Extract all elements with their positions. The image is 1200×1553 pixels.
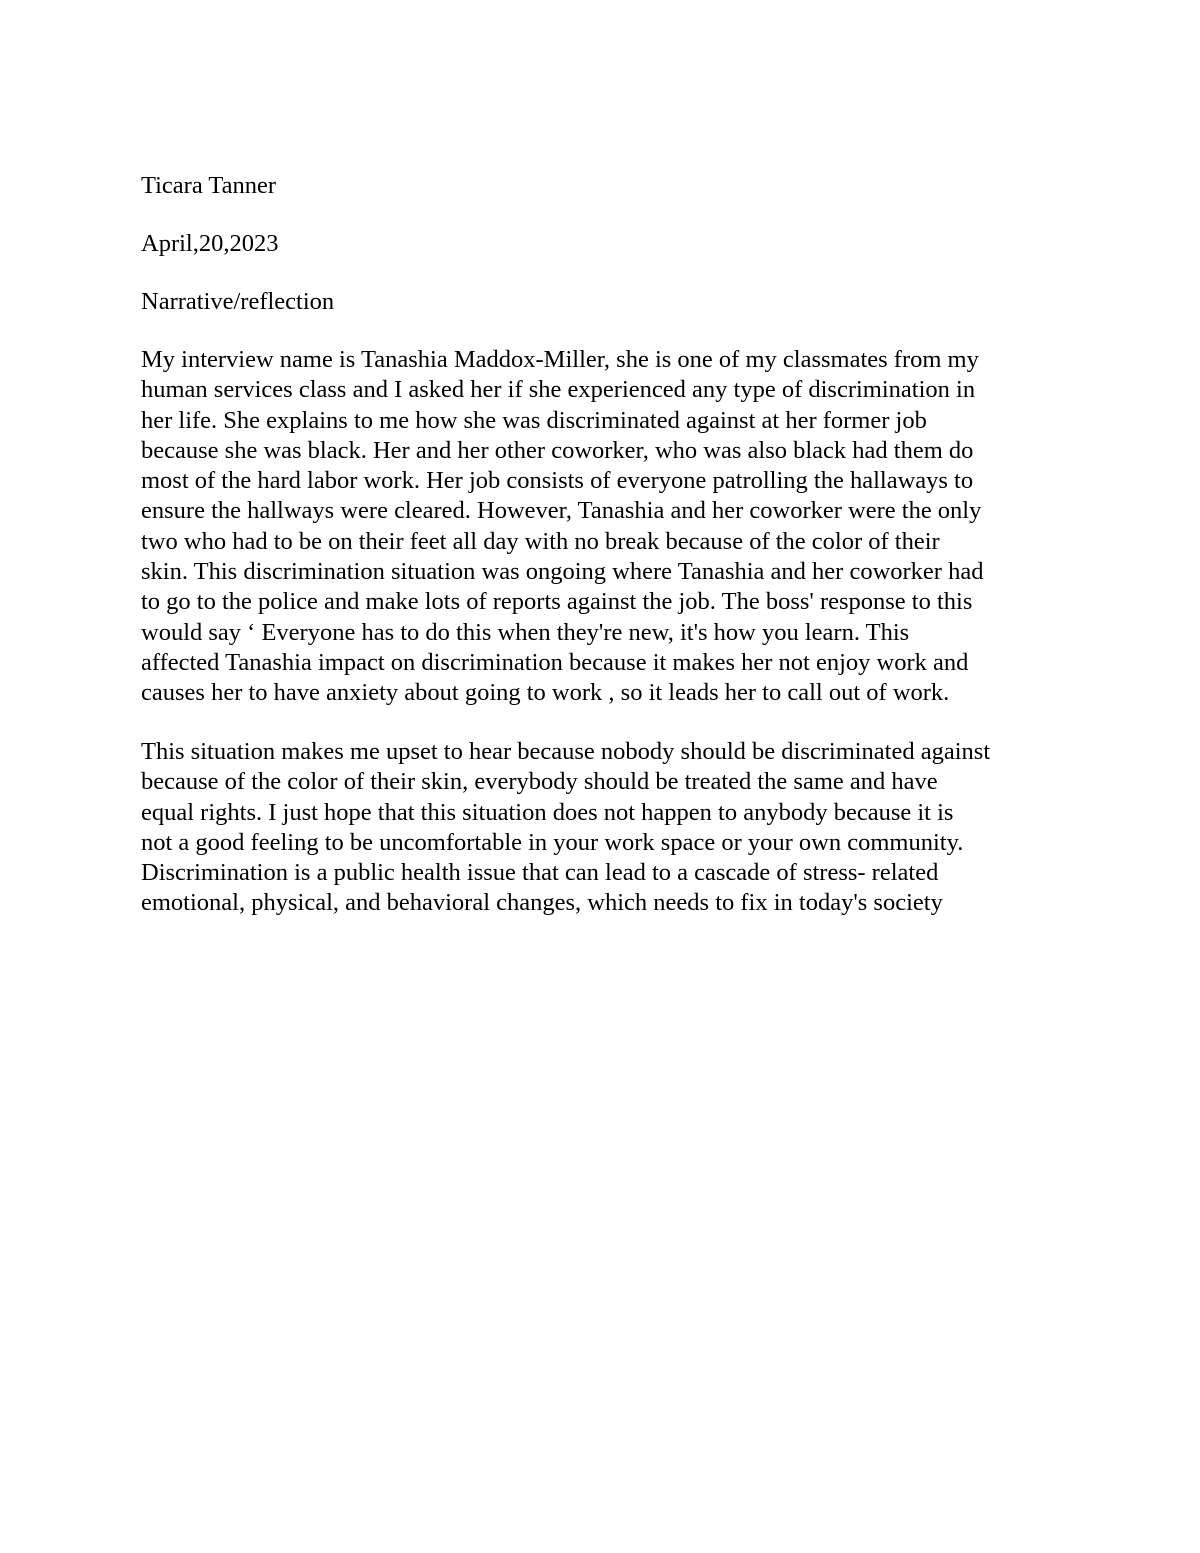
paragraph-line: My interview name is Tanashia Maddox-Miller, she is one of my classmates from my — [141, 346, 979, 373]
paragraph-line: because she was black. Her and her other coworker, who was also black had them do — [141, 436, 974, 464]
paragraph-line: This situation makes me upset to hear because nobody should be discriminated against — [141, 738, 991, 765]
paragraph-line: ensure the hallways were cleared. However, Tanashia and her coworker were the only — [141, 497, 982, 525]
paragraph-line: affected Tanashia impact on discrimination because it makes her not enjoy work and — [141, 648, 969, 676]
paragraph-line: to go to the police and make lots of reports against the job. The boss' response to this — [141, 588, 973, 616]
paragraph-line: Discrimination is a public health issue that can lead to a cascade of stress- related — [141, 859, 939, 887]
paragraph-line: because of the color of their skin, everybody should be treated the same and have — [141, 768, 938, 796]
paragraph-line: her life. She explains to me how she was discriminated against at her former job — [141, 406, 927, 434]
document-heading: Narrative/reflection — [141, 288, 335, 315]
document-date: April,20,2023 — [141, 230, 279, 257]
paragraph-line: equal rights. I just hope that this situation does not happen to anybody because it is — [141, 798, 954, 826]
paragraph-line: two who had to be on their feet all day with no break because of the color of their — [141, 527, 940, 555]
paragraph-line: not a good feeling to be uncomfortable in your work space or your own community. — [141, 828, 964, 856]
paragraph-line: would say ‘ Everyone has to do this when they're new, it's how you learn. This — [141, 618, 910, 646]
paragraph-line: most of the hard labor work. Her job consists of everyone patrolling the hallaways to — [141, 467, 974, 495]
paragraph-line: causes her to have anxiety about going to work , so it leads her to call out of work. — [141, 679, 950, 707]
author-name: Ticara Tanner — [141, 172, 277, 199]
paragraph-line: emotional, physical, and behavioral changes, which needs to fix in today's society — [141, 889, 943, 917]
paragraph-reflection — [141, 737, 1071, 919]
paragraph-line: human services class and I asked her if she experienced any type of discrimination in — [141, 376, 976, 404]
paragraph-interview — [141, 345, 1071, 709]
paragraph-line: skin. This discrimination situation was ongoing where Tanashia and her coworker had — [141, 558, 984, 586]
